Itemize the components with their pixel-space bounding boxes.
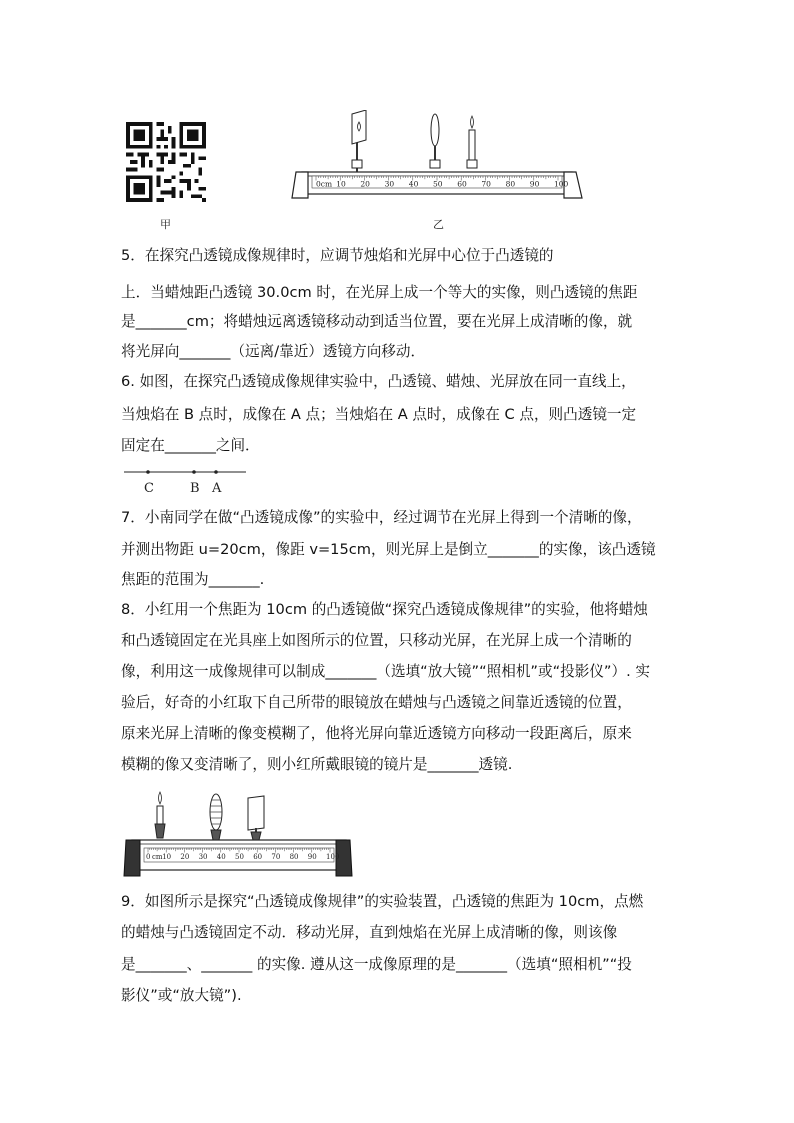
q8-line-2: 和凸透镜固定在光具座上如图所示的位置，只移动光屏，在光屏上成一个清晰的: [121, 632, 632, 649]
q9-line-1: 9．如图所示是探究“凸透镜成像规律”的实验装置，凸透镜的焦距为 10cm，点燃: [121, 893, 644, 910]
q9-line-2: 的蜡烛与凸透镜固定不动．移动光屏，直到烛焰在光屏上成清晰的像，则该像: [121, 924, 618, 941]
ruler-tick-label: 30: [198, 853, 208, 861]
points-line-diagram: [120, 466, 250, 496]
q7-line-3: 焦距的范围为_______.: [121, 571, 265, 588]
ruler-tick-label: 50: [235, 853, 244, 861]
q6-line-3: 固定在_______之间．: [121, 437, 260, 454]
ruler-tick-label: 100: [326, 853, 340, 861]
ruler-tick-label: 10: [336, 179, 346, 189]
ruler-tick-label: 0cm: [316, 179, 333, 189]
q5-line-1: 5．在探究凸透镜成像规律时，应调节烛焰和光屏中心位于凸透镜的: [121, 247, 554, 264]
q9-line-3: 是_______、_______ 的实像. 遵从这一成像原理的是_______（选填“照相机”“投: [121, 956, 632, 973]
point-c: [146, 470, 150, 474]
point-a: [214, 470, 218, 474]
qr-code-icon: [124, 122, 208, 202]
ruler-tick-label: 20: [180, 853, 190, 861]
ruler-tick-label: 70: [481, 179, 491, 189]
optical-bench-figure-top: [288, 110, 584, 210]
ruler-tick-label: 100: [554, 179, 569, 189]
qr-caption: 甲: [160, 218, 171, 231]
ruler-tick-label: 50: [433, 179, 443, 189]
ruler-tick-label: 40: [216, 853, 226, 861]
q5-line-4: 将光屏向_______（远离/靠近）透镜方向移动．: [121, 343, 426, 360]
ruler-tick-label: 90: [529, 179, 540, 189]
q8-line-6: 模糊的像又变清晰了，则小红所戴眼镜的镜片是_______透镜.: [121, 756, 513, 773]
optical-bench-bottom-icon: [122, 790, 354, 880]
label-a: A: [212, 481, 222, 496]
ruler-tick-label: cm: [152, 853, 163, 861]
q6-line-2: 当烛焰在 B 点时，成像在 A 点；当烛焰在 A 点时，成像在 C 点，则凸透镜一定: [121, 406, 637, 423]
q8-line-1: 8．小红用一个焦距为 10cm 的凸透镜做“探究凸透镜成像规律”的实验，他将蜡烛: [121, 601, 648, 618]
ruler-tick-label: 10: [162, 853, 172, 861]
ruler-tick-label: 60: [253, 853, 263, 861]
ruler-tick-label: 0: [146, 853, 151, 861]
ruler-tick-label: 20: [360, 179, 370, 189]
q7-line-1: 7．小南同学在做“凸透镜成像”的实验中，经过调节在光屏上得到一个清晰的像，: [121, 509, 642, 526]
q8-line-4: 验后，好奇的小红取下自己所带的眼镜放在蜡烛与凸透镜之间靠近透镜的位置，: [121, 694, 632, 711]
ruler-tick-label: 40: [408, 179, 419, 189]
ruler-tick-label: 90: [307, 853, 317, 861]
ruler-tick-label: 30: [384, 179, 395, 189]
q6-line-1: 6. 如图，在探究凸透镜成像规律实验中，凸透镜、蜡烛、光屏放在同一直线上，: [121, 373, 636, 390]
label-b: B: [190, 481, 200, 496]
qr-code-figure: [124, 122, 208, 202]
optical-bench-icon: [288, 110, 584, 210]
optical-bench-figure-bottom: [122, 790, 354, 880]
q7-line-2: 并测出物距 u=20cm，像距 v=15cm，则光屏上是倒立_______的实像，该凸透镜: [121, 541, 656, 558]
q5-line-3: 是_______cm；将蜡烛远离透镜移动动到适当位置，要在光屏上成清晰的像，就: [121, 313, 633, 330]
point-b: [192, 470, 196, 474]
ruler-tick-label: 80: [505, 179, 516, 189]
ruler-tick-label: 60: [457, 179, 467, 189]
q5-line-2: 上．当蜡烛距凸透镜 30.0cm 时，在光屏上成一个等大的实像，则凸透镜的焦距: [121, 284, 638, 301]
ruler-tick-label: 80: [289, 853, 299, 861]
bench-caption: 乙: [433, 218, 444, 231]
ruler-tick-label: 70: [271, 853, 281, 861]
label-c: C: [144, 481, 154, 496]
q9-line-4: 影仪”或“放大镜”).: [121, 987, 242, 1004]
q8-line-3: 像，利用这一成像规律可以制成_______（选填“放大镜”“照相机”或“投影仪”）. 实: [121, 663, 650, 680]
q8-line-5: 原来光屏上清晰的像变模糊了，他将光屏向靠近透镜方向移动一段距离后，原来: [121, 725, 632, 742]
